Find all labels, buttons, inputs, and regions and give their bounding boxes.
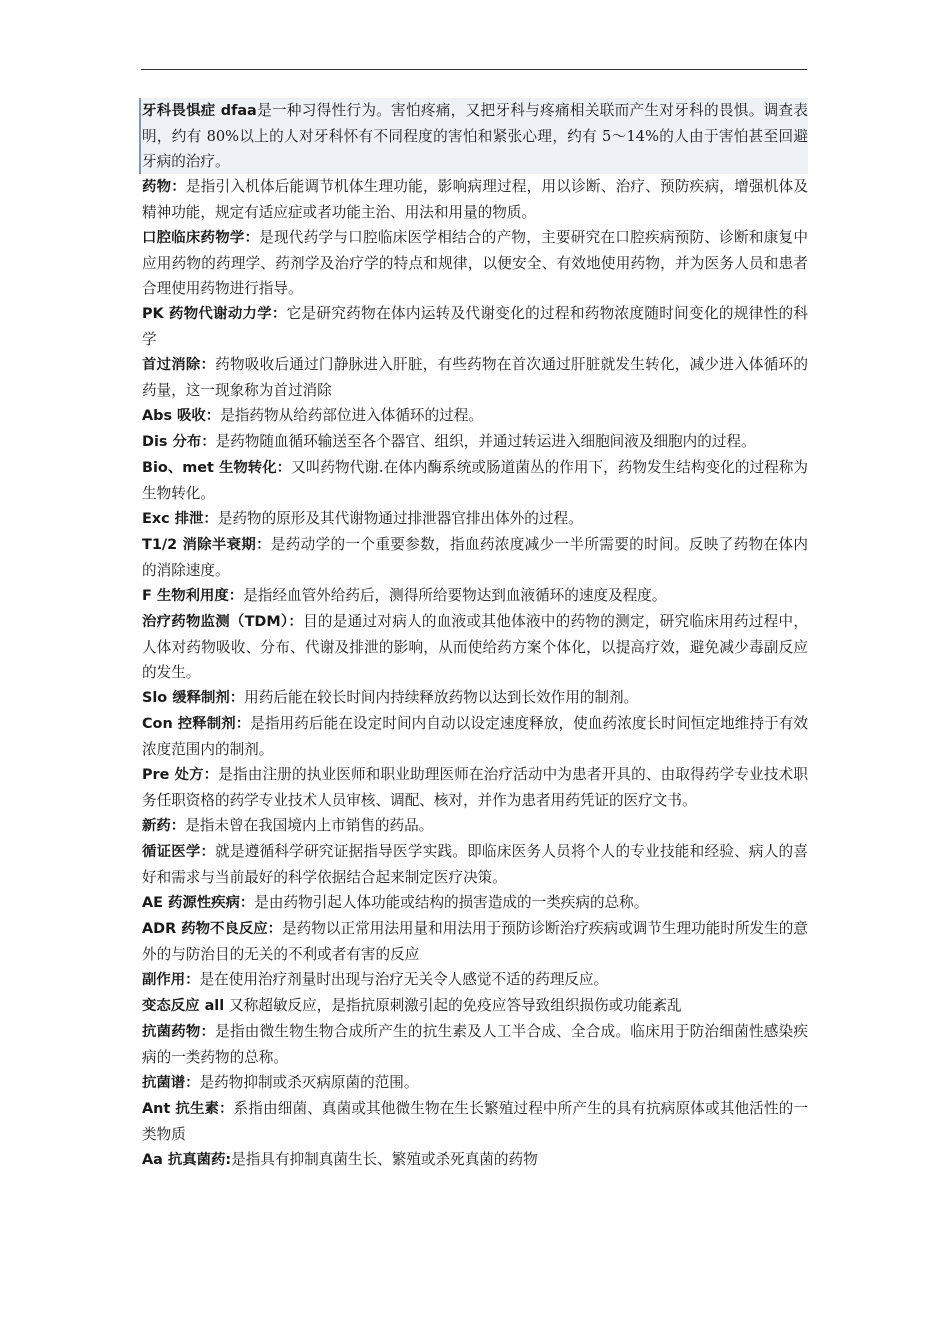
definition-term: 治疗药物监测（TDM）： — [142, 614, 304, 630]
definition-entry — [142, 532, 808, 583]
definition-term: Bio、met 生物转化： — [142, 460, 292, 476]
definition-text: 目的是通过对病人的血液或其他体液中的药物的测定，研究临床用药过程中，人体对药物吸收、分布、代谢及排泄的影响，从而使给药方案个体化，以提高疗效，避免减少毒副反应的发生。 — [142, 613, 808, 681]
definition-entry — [142, 762, 808, 813]
definition-term: 副作用： — [142, 972, 200, 988]
definition-term: PK 药物代谢动力学： — [142, 306, 287, 322]
definition-entry — [142, 839, 808, 890]
definition-entry — [142, 225, 808, 301]
definition-text: 是药动学的一个重要参数，指血药浓度减少一半所需要的时间。反映了药物在体内的消除速度。 — [142, 536, 808, 579]
definition-term: ADR 药物不良反应： — [142, 921, 283, 937]
definition-entry — [142, 455, 808, 506]
definition-term: 抗菌药物： — [142, 1024, 216, 1040]
definition-entry — [142, 890, 808, 916]
definition-text: 用药后能在较长时间内持续释放药物以达到长效作用的制剂。 — [244, 689, 639, 706]
definition-text: 药物吸收后通过门静脉进入肝脏，有些药物在首次通过肝脏就发生转化，减少进入体循环的药量，这一现象称为首过消除 — [142, 356, 808, 399]
definition-term: Slo 缓释制剂： — [142, 690, 245, 706]
definition-term: F 生物利用度： — [142, 588, 244, 604]
definition-text: 又叫药物代谢.在体内酶系统或肠道菌丛的作用下，药物发生结构变化的过程称为生物转化。 — [142, 459, 808, 502]
definition-entry — [142, 174, 808, 225]
definition-text: 是指由注册的执业医师和职业助理医师在治疗活动中为患者开具的、由取得药学专业技术职务任职资格的药学专业技术人员审核、调配、核对，并作为患者用药凭证的医疗文书。 — [142, 766, 808, 809]
definition-entry — [142, 609, 808, 685]
definition-term: 新药： — [142, 818, 186, 834]
definition-term: 首过消除： — [142, 357, 216, 373]
definition-text: 系指由细菌、真菌或其他微生物在生长繁殖过程中所产生的具有抗病原体或其他活性的一类物质 — [142, 1100, 808, 1143]
definition-text: 是指用药后能在设定时间内自动以设定速度释放，使血药浓度长时间恒定地维持于有效浓度范围内的制剂。 — [142, 715, 808, 758]
definition-entry — [142, 916, 808, 967]
definition-text: 是药物抑制或杀灭病原菌的范围。 — [199, 1074, 419, 1091]
definition-text: 又称超敏反应，是指抗原刺激引起的免疫应答导致组织损伤或功能紊乱 — [229, 997, 682, 1014]
definition-text: 是指引入机体后能调节机体生理功能，影响病理过程，用以诊断、治疗、预防疾病，增强机体及精神功能，规定有适应症或者功能主治、用法和用量的物质。 — [142, 178, 808, 221]
definition-term: Con 控释制剂： — [142, 716, 251, 732]
definition-text: 是指药物从给药部位进入体循环的过程。 — [220, 407, 483, 424]
definition-entry — [142, 1070, 808, 1096]
definition-text: 就是遵循科学研究证据指导医学实践。即临床医务人员将个人的专业技能和经验、病人的喜好和需求与当前最好的科学依据结合起来制定医疗决策。 — [142, 843, 808, 886]
definition-entry — [142, 967, 808, 993]
definition-text: 是药物的原形及其代谢物通过排泄器官排出体外的过程。 — [217, 510, 583, 527]
definition-entry — [142, 352, 808, 403]
definition-term: 口腔临床药物学： — [142, 230, 260, 246]
definition-entry — [142, 711, 808, 762]
definition-text: 是在使用治疗剂量时出现与治疗无关令人感觉不适的药理反应。 — [199, 971, 609, 988]
definition-entry — [142, 583, 808, 609]
definition-entry — [142, 993, 808, 1019]
definition-term: Dis 分布： — [142, 434, 216, 450]
definition-entry — [142, 1019, 808, 1070]
definition-term: T1/2 消除半衰期： — [142, 537, 271, 553]
definition-term: Abs 吸收： — [142, 408, 221, 424]
definition-text: 是现代药学与口腔临床医学相结合的产物，主要研究在口腔疾病预防、诊断和康复中应用药物的药理学、药剂学及治疗学的特点和规律，以便安全、有效地使用药物，并为医务人员和患者合理使用药物进行指导。 — [142, 229, 808, 297]
definition-term: Aa 抗真菌药: — [142, 1152, 232, 1168]
header-rule — [141, 69, 807, 70]
definition-text: 是指未曾在我国境内上市销售的药品。 — [185, 817, 434, 834]
definition-entry — [142, 429, 808, 455]
definition-entry — [142, 813, 808, 839]
definition-text: 是指由微生物生物合成所产生的抗生素及人工半合成、全合成。临床用于防治细菌性感染疾病的一类药物的总称。 — [142, 1023, 808, 1066]
definition-text: 是一种习得性行为。害怕疼痛，又把牙科与疼痛相关联而产生对牙科的畏惧。调查表明，约有 80%以上的人对牙科怀有不同程度的害怕和紧张心理，约有 5～14%的人由于害怕甚至回避牙病的治疗。 — [142, 102, 808, 170]
definition-term: 循证医学： — [142, 844, 216, 860]
definition-text: 是药物以正常用法用量和用法用于预防诊断治疗疾病或调节生理功能时所发生的意外的与防治目的无关的不利或者有害的反应 — [142, 920, 808, 963]
definition-entry — [142, 1147, 808, 1173]
definition-text: 是指经血管外给药后，测得所给要物达到血液循环的速度及程度。 — [243, 587, 667, 604]
definition-entry — [142, 685, 808, 711]
definition-entry — [142, 301, 808, 352]
definition-text: 它是研究药物在体内运转及代谢变化的过程和药物浓度随时间变化的规律性的科学 — [142, 305, 808, 348]
document-body — [142, 98, 808, 1173]
definition-text: 是指具有抑制真菌生长、繁殖或杀死真菌的药物 — [231, 1151, 538, 1168]
definition-term: Pre 处方： — [142, 767, 219, 783]
definition-term: 药物： — [142, 179, 186, 195]
definition-term: 抗菌谱： — [142, 1075, 200, 1091]
definition-term: 变态反应 all — [142, 998, 230, 1014]
definition-entry — [139, 98, 808, 174]
definition-entry — [142, 403, 808, 429]
definition-text: 是由药物引起人体功能或结构的损害造成的一类疾病的总称。 — [254, 894, 649, 911]
definition-text: 是药物随血循环输送至各个器官、组织，并通过转运进入细胞间液及细胞内的过程。 — [215, 433, 756, 450]
definition-entry — [142, 1096, 808, 1147]
definition-term: Exc 排泄： — [142, 511, 218, 527]
definition-term: 牙科畏惧症 dfaa — [142, 103, 257, 119]
definition-entry — [142, 506, 808, 532]
definition-term: Ant 抗生素： — [142, 1101, 234, 1117]
definition-term: AE 药源性疾病： — [142, 895, 255, 911]
